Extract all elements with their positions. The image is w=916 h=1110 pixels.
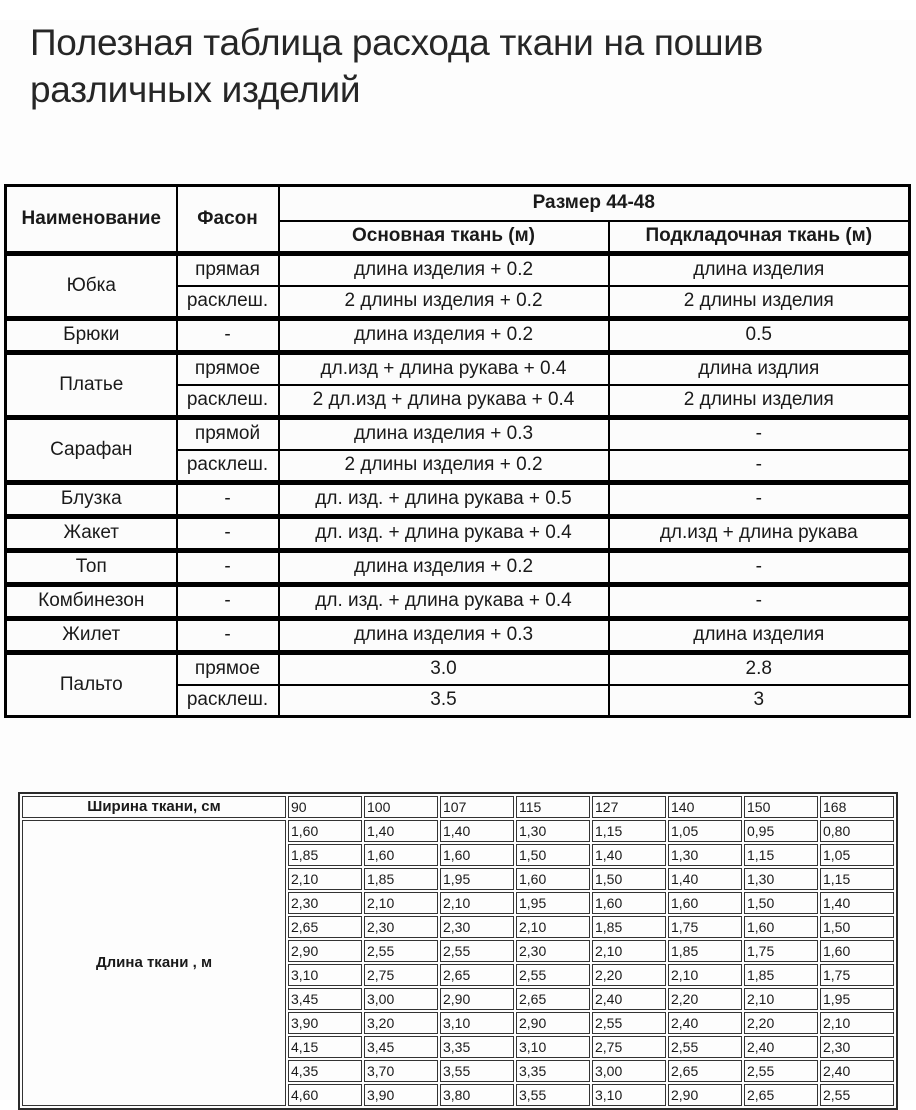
length-cell: 2,20	[592, 964, 666, 986]
length-cell: 1,60	[820, 940, 894, 962]
length-cell: 1,60	[516, 868, 590, 890]
length-cell: 2,30	[516, 940, 590, 962]
cell-lining-fabric: длина изделия	[609, 618, 910, 652]
cell-product-name: Юбка	[6, 253, 177, 318]
length-cell: 3,10	[516, 1036, 590, 1058]
length-cell: 1,40	[592, 844, 666, 866]
cell-style: прямое	[177, 652, 279, 685]
width-header-value: 140	[668, 796, 742, 818]
length-cell: 3,80	[440, 1084, 514, 1106]
cell-product-name: Комбинезон	[6, 584, 177, 618]
length-cell: 4,35	[288, 1060, 362, 1082]
length-cell: 1,60	[744, 916, 818, 938]
length-cell: 2,30	[364, 916, 438, 938]
cell-product-name: Жакет	[6, 516, 177, 550]
col-header-main-fabric: Основная ткань (м)	[279, 221, 609, 254]
cell-product-name: Брюки	[6, 318, 177, 352]
length-cell: 3,70	[364, 1060, 438, 1082]
length-cell: 2,65	[288, 916, 362, 938]
width-header-row	[22, 796, 894, 818]
cell-style: расклеш.	[177, 685, 279, 717]
cell-style: -	[177, 516, 279, 550]
cell-lining-fabric: -	[609, 482, 910, 516]
length-cell: 1,40	[364, 820, 438, 842]
length-cell: 2,10	[516, 916, 590, 938]
length-cell: 2,65	[440, 964, 514, 986]
cell-lining-fabric: дл.изд + длина рукава	[609, 516, 910, 550]
length-cell: 1,95	[820, 988, 894, 1010]
length-cell: 3,35	[516, 1060, 590, 1082]
length-cell: 2,30	[288, 892, 362, 914]
fabric-width-length-table	[18, 792, 898, 1110]
length-cell: 1,85	[592, 916, 666, 938]
consumption-table-header	[6, 185, 910, 253]
length-cell: 1,50	[744, 892, 818, 914]
length-cell: 2,55	[744, 1060, 818, 1082]
length-cell: 1,60	[668, 892, 742, 914]
length-cell: 1,15	[744, 844, 818, 866]
length-cell: 1,40	[668, 868, 742, 890]
cell-style: расклеш.	[177, 385, 279, 418]
length-label: Длина ткани , м	[22, 820, 286, 1106]
length-cell: 2,20	[744, 1012, 818, 1034]
length-cell: 1,95	[516, 892, 590, 914]
cell-lining-fabric: -	[609, 417, 910, 450]
cell-main-fabric: длина изделия + 0.3	[279, 417, 609, 450]
length-cell: 4,60	[288, 1084, 362, 1106]
cell-style: прямой	[177, 417, 279, 450]
length-cell: 1,85	[288, 844, 362, 866]
length-cell: 2,75	[592, 1036, 666, 1058]
length-cell: 1,85	[744, 964, 818, 986]
length-cell: 2,30	[440, 916, 514, 938]
length-cell: 1,15	[820, 868, 894, 890]
length-cell: 2,75	[364, 964, 438, 986]
length-cell: 1,40	[820, 892, 894, 914]
length-cell: 2,90	[440, 988, 514, 1010]
length-cell: 1,40	[440, 820, 514, 842]
cell-main-fabric: 3.0	[279, 652, 609, 685]
width-header-value: 115	[516, 796, 590, 818]
length-cell: 2,10	[440, 892, 514, 914]
col-header-size: Размер 44-48	[279, 185, 910, 221]
length-cell: 1,75	[668, 916, 742, 938]
length-cell: 2,55	[364, 940, 438, 962]
cell-style: -	[177, 584, 279, 618]
cell-product-name: Сарафан	[6, 417, 177, 482]
table-row	[6, 550, 910, 584]
length-cell: 1,95	[440, 868, 514, 890]
length-cell: 1,05	[820, 844, 894, 866]
length-cell: 3,00	[592, 1060, 666, 1082]
length-cell: 1,75	[820, 964, 894, 986]
length-cell: 3,55	[516, 1084, 590, 1106]
width-header-label: Ширина ткани, см	[22, 796, 286, 818]
length-cell: 1,30	[516, 820, 590, 842]
cell-lining-fabric: -	[609, 550, 910, 584]
cell-main-fabric: 2 дл.изд + длина рукава + 0.4	[279, 385, 609, 418]
length-cell: 1,85	[364, 868, 438, 890]
cell-lining-fabric: 2 длины изделия	[609, 385, 910, 418]
length-cell: 2,90	[516, 1012, 590, 1034]
cell-style: прямая	[177, 253, 279, 286]
length-cell: 1,50	[516, 844, 590, 866]
cell-lining-fabric: 3	[609, 685, 910, 717]
length-cell: 3,45	[288, 988, 362, 1010]
cell-main-fabric: дл. изд. + длина рукава + 0.4	[279, 516, 609, 550]
cell-main-fabric: 3.5	[279, 685, 609, 717]
table-row	[22, 820, 894, 842]
length-cell: 3,10	[288, 964, 362, 986]
length-cell: 2,90	[668, 1084, 742, 1106]
cell-lining-fabric: длина издлия	[609, 352, 910, 385]
table-row	[6, 652, 910, 685]
length-cell: 0,80	[820, 820, 894, 842]
width-table-header	[22, 796, 894, 818]
length-cell: 1,15	[592, 820, 666, 842]
length-cell: 2,55	[516, 964, 590, 986]
length-cell: 2,55	[668, 1036, 742, 1058]
cell-style: расклеш.	[177, 286, 279, 319]
cell-main-fabric: 2 длины изделия + 0.2	[279, 450, 609, 483]
length-cell: 2,30	[820, 1036, 894, 1058]
cell-main-fabric: длина изделия + 0.2	[279, 318, 609, 352]
length-cell: 2,55	[440, 940, 514, 962]
length-cell: 3,10	[440, 1012, 514, 1034]
cell-product-name: Блузка	[6, 482, 177, 516]
length-cell: 2,40	[744, 1036, 818, 1058]
length-cell: 2,65	[744, 1084, 818, 1106]
length-cell: 3,55	[440, 1060, 514, 1082]
length-cell: 1,30	[668, 844, 742, 866]
length-cell: 2,90	[288, 940, 362, 962]
length-cell: 1,60	[440, 844, 514, 866]
length-cell: 2,40	[592, 988, 666, 1010]
length-cell: 1,50	[820, 916, 894, 938]
cell-product-name: Топ	[6, 550, 177, 584]
table-row	[6, 253, 910, 286]
length-cell: 3,20	[364, 1012, 438, 1034]
table-row	[6, 482, 910, 516]
length-cell: 2,10	[592, 940, 666, 962]
width-header-value: 100	[364, 796, 438, 818]
length-cell: 2,40	[668, 1012, 742, 1034]
cell-style: прямое	[177, 352, 279, 385]
cell-main-fabric: дл. изд. + длина рукава + 0.5	[279, 482, 609, 516]
cell-lining-fabric: 2 длины изделия	[609, 286, 910, 319]
cell-main-fabric: длина изделия + 0.2	[279, 253, 609, 286]
length-cell: 1,60	[364, 844, 438, 866]
length-cell: 2,10	[820, 1012, 894, 1034]
length-cell: 2,65	[668, 1060, 742, 1082]
length-cell: 3,45	[364, 1036, 438, 1058]
length-cell: 1,60	[592, 892, 666, 914]
length-cell: 3,90	[288, 1012, 362, 1034]
length-cell: 2,55	[592, 1012, 666, 1034]
cell-product-name: Пальто	[6, 652, 177, 716]
cell-main-fabric: длина изделия + 0.3	[279, 618, 609, 652]
cell-lining-fabric: 2.8	[609, 652, 910, 685]
cell-style: -	[177, 618, 279, 652]
length-cell: 1,05	[668, 820, 742, 842]
length-cell: 2,10	[668, 964, 742, 986]
length-cell: 1,30	[744, 868, 818, 890]
width-header-value: 168	[820, 796, 894, 818]
page	[0, 20, 916, 1103]
length-cell: 0,95	[744, 820, 818, 842]
width-header-value: 107	[440, 796, 514, 818]
col-header-style: Фасон	[177, 185, 279, 253]
col-header-name: Наименование	[6, 185, 177, 253]
table-row	[6, 417, 910, 450]
cell-lining-fabric: -	[609, 450, 910, 483]
table-row	[6, 618, 910, 652]
cell-lining-fabric: -	[609, 584, 910, 618]
table-row	[6, 516, 910, 550]
fabric-consumption-table	[4, 184, 911, 718]
length-cell: 1,85	[668, 940, 742, 962]
length-cell: 2,10	[288, 868, 362, 890]
length-cell: 1,50	[592, 868, 666, 890]
col-header-lining-fabric: Подкладочная ткань (м)	[609, 221, 910, 254]
table-row	[6, 318, 910, 352]
cell-main-fabric: дл.изд + длина рукава + 0.4	[279, 352, 609, 385]
length-cell: 2,65	[516, 988, 590, 1010]
consumption-table-body	[6, 253, 910, 716]
cell-main-fabric: дл. изд. + длина рукава + 0.4	[279, 584, 609, 618]
header-row-size	[6, 185, 910, 221]
length-cell: 2,10	[364, 892, 438, 914]
length-cell: 2,10	[744, 988, 818, 1010]
width-table-body	[22, 820, 894, 1106]
width-header-value: 127	[592, 796, 666, 818]
width-header-value: 150	[744, 796, 818, 818]
cell-style: расклеш.	[177, 450, 279, 483]
width-header-value: 90	[288, 796, 362, 818]
length-cell: 2,55	[820, 1084, 894, 1106]
cell-lining-fabric: 0.5	[609, 318, 910, 352]
length-cell: 1,75	[744, 940, 818, 962]
table-row	[6, 352, 910, 385]
length-cell: 1,60	[288, 820, 362, 842]
length-cell: 3,90	[364, 1084, 438, 1106]
length-cell: 3,10	[592, 1084, 666, 1106]
cell-main-fabric: 2 длины изделия + 0.2	[279, 286, 609, 319]
length-cell: 2,40	[820, 1060, 894, 1082]
length-cell: 3,00	[364, 988, 438, 1010]
cell-style: -	[177, 482, 279, 516]
length-cell: 2,20	[668, 988, 742, 1010]
page-title: Полезная таблица расхода ткани на пошив различных изделий	[30, 22, 764, 110]
cell-style: -	[177, 318, 279, 352]
table-row	[6, 584, 910, 618]
cell-product-name: Платье	[6, 352, 177, 417]
cell-main-fabric: длина изделия + 0.2	[279, 550, 609, 584]
cell-style: -	[177, 550, 279, 584]
length-cell: 3,35	[440, 1036, 514, 1058]
cell-product-name: Жилет	[6, 618, 177, 652]
length-cell: 4,15	[288, 1036, 362, 1058]
cell-lining-fabric: длина изделия	[609, 253, 910, 286]
